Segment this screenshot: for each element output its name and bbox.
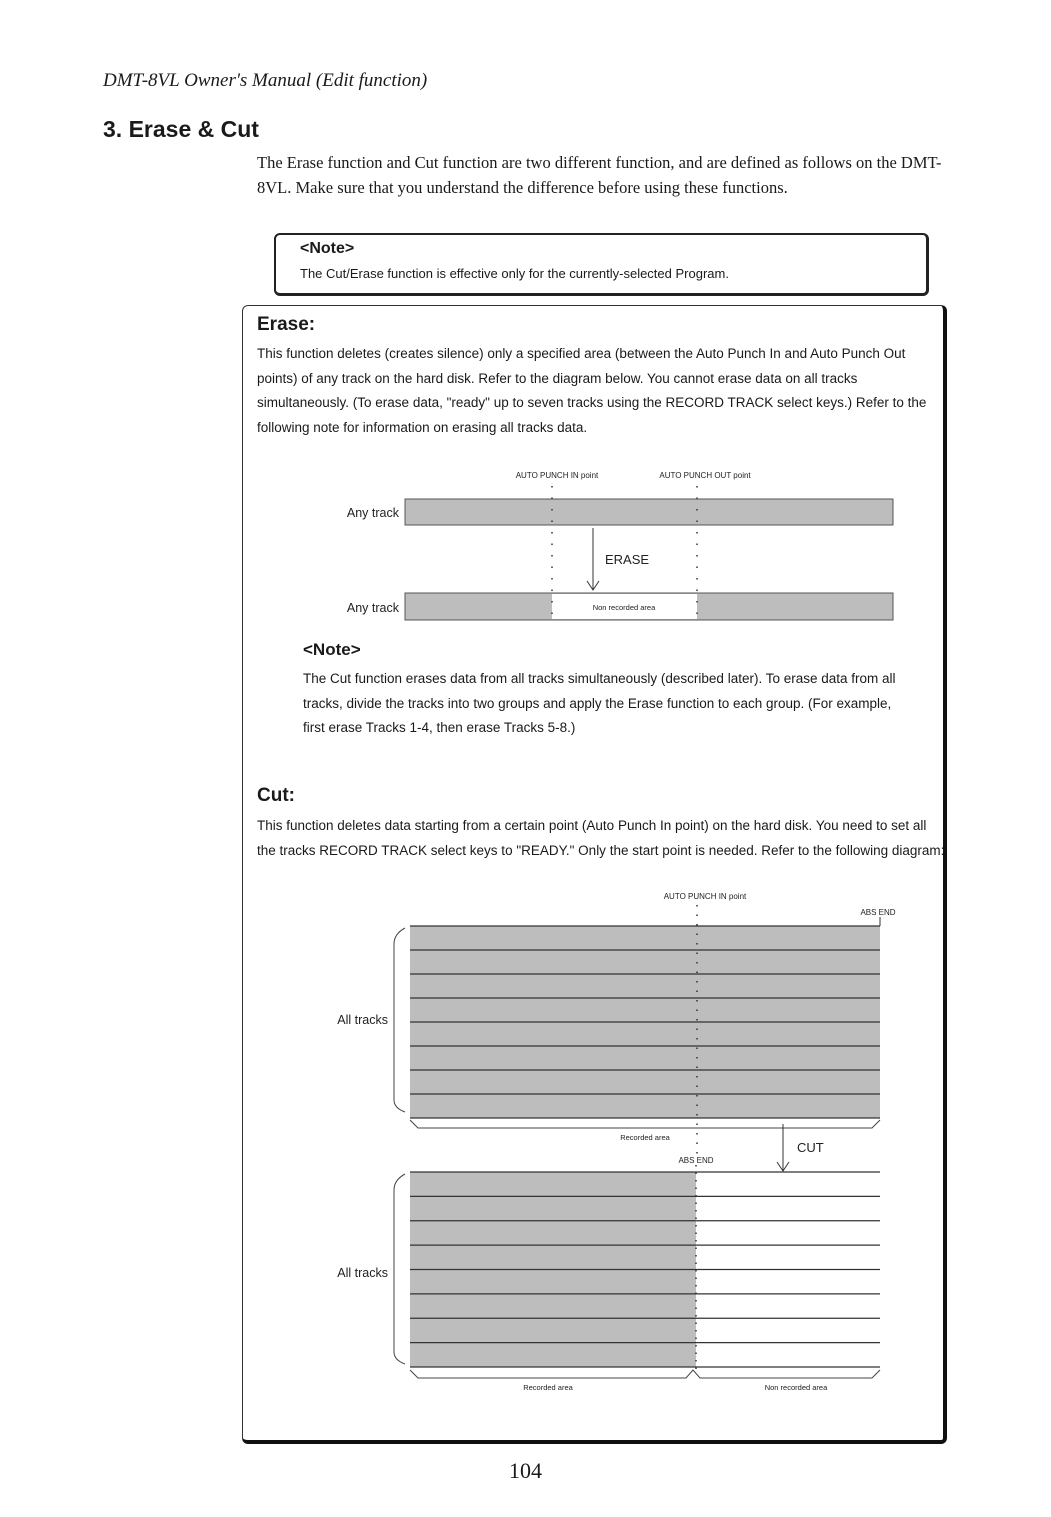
erase-note-text: The Cut function erases data from all tracks simultaneously (described later). To erase data from all tracks, divide the tracks into two groups and apply the Erase function to each group. (For example, first erase Tracks 1-4, then erase Tracks 5-8.) bbox=[303, 671, 896, 736]
cut-action-label: CUT bbox=[797, 1140, 824, 1155]
recorded-area-top-label: Recorded area bbox=[620, 1133, 670, 1142]
all-tracks-top-label: All tracks bbox=[337, 1013, 388, 1027]
erase-note-title: <Note> bbox=[303, 640, 361, 659]
cut-heading: Cut: bbox=[257, 785, 295, 806]
abs-end-bottom-label: ABS END bbox=[678, 1156, 714, 1165]
bracket-bottom bbox=[410, 1370, 880, 1378]
erase-action-label: ERASE bbox=[605, 552, 650, 567]
bracket-recorded-top bbox=[410, 1120, 880, 1128]
erase-description: This function deletes (creates silence) only a specified area (between the Auto Punch In and Auto Punch Out points) of any track on the hard disk. Refer to the diagram below. You cannot erase data on all tracks simultaneously. (To erase data, "ready" up to seven tracks using the RECORD TRACK select keys.) Refer to the following note for information on erasing all tracks data. bbox=[257, 346, 927, 436]
all-tracks-bottom-label: All tracks bbox=[337, 1266, 388, 1280]
brace-top bbox=[394, 928, 405, 1112]
intro-paragraph: The Erase function and Cut function are two different function, and are defined as follows on the DMT-8VL. Make sure that you understand the difference before using these functions. bbox=[257, 153, 942, 197]
cut-diagram bbox=[337, 892, 895, 1392]
abs-end-top-label: ABS END bbox=[860, 908, 896, 917]
cut-description: This function deletes data starting from a certain point (Auto Punch In point) on the hard disk. You need to set all the tracks RECORD TRACK select keys to "READY." Only the start point is needed. Refer to the following diagram: bbox=[257, 818, 945, 858]
cut-punch-in-label: AUTO PUNCH IN point bbox=[663, 892, 747, 901]
note-text: The Cut/Erase function is effective only for the currently-selected Program. bbox=[300, 266, 729, 281]
erase-diagram bbox=[347, 471, 893, 620]
track-label-top: Any track bbox=[346, 506, 399, 520]
track-label-bottom: Any track bbox=[346, 601, 399, 615]
punch-in-label: AUTO PUNCH IN point bbox=[515, 471, 599, 480]
erase-heading: Erase: bbox=[257, 314, 316, 335]
note-title: <Note> bbox=[300, 240, 355, 257]
section-title: 3. Erase & Cut bbox=[103, 116, 259, 142]
non-recorded-area-bottom-label: Non recorded area bbox=[764, 1383, 828, 1392]
non-recorded-label: Non recorded area bbox=[592, 603, 656, 612]
brace-bottom bbox=[394, 1174, 405, 1364]
page-number: 104 bbox=[509, 1458, 542, 1483]
recorded-area-bottom-label: Recorded area bbox=[523, 1383, 573, 1392]
track-bar-top bbox=[405, 499, 893, 525]
running-head: DMT-8VL Owner's Manual (Edit function) bbox=[103, 70, 428, 91]
punch-out-label: AUTO PUNCH OUT point bbox=[659, 471, 751, 480]
